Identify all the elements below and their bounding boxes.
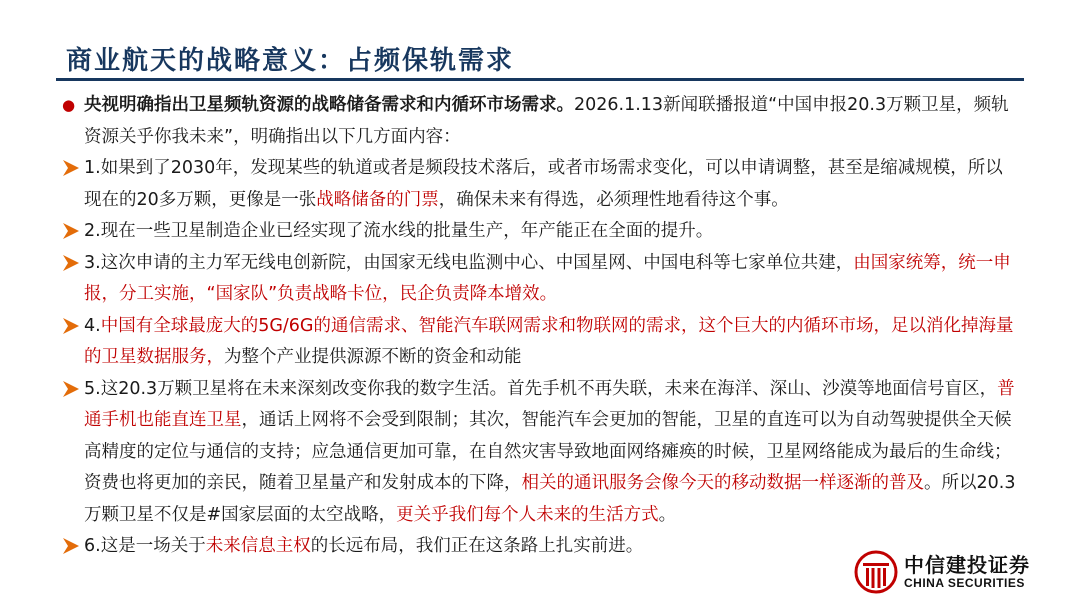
point-text: 。所以20.3万颗卫星不仅是#国家层面的太空战略， bbox=[84, 473, 1016, 525]
point-text: 的长远布局，我们正在这条路上扎实前进。 bbox=[310, 536, 644, 556]
point-highlight: 更关乎我们每个人未来的生活方式 bbox=[396, 504, 659, 525]
chevron-right-icon bbox=[60, 315, 82, 337]
point-highlight: 普通手机也能直连卫星 bbox=[84, 378, 1015, 430]
point-highlight: 相关的通讯服务会像今天的移动数据一样逐渐的普及 bbox=[521, 473, 924, 493]
point-text: ，确保未来有得选，必须理性地看待这个事。 bbox=[438, 189, 789, 210]
point-5 bbox=[56, 374, 1016, 532]
point-4 bbox=[56, 311, 1016, 374]
point-3 bbox=[56, 248, 1016, 311]
point-text: 4. bbox=[84, 315, 101, 336]
bullet-dot-icon: ● bbox=[62, 96, 76, 114]
intro-bold: 央视明确指出卫星频轨资源的战略储备需求和内循环市场需求。 bbox=[84, 95, 574, 115]
point-text: 5.这20.3万颗卫星将在未来深刻改变你我的数字生活。首先手机不再失联，未来在海洋、深山、沙漠等地面信号盲区， bbox=[84, 378, 998, 399]
chevron-right-icon bbox=[60, 220, 82, 242]
title-divider bbox=[56, 78, 1024, 81]
point-text: 1.如果到了2030年，发现某些的轨道或者是频段技术落后，或者市场需求变化，可以申请调整，甚至是缩减规模，所以现在的20多万颗，更像是一张 bbox=[84, 158, 1003, 210]
logo-en: CHINA SECURITIES bbox=[904, 576, 1025, 590]
point-highlight: 中国有全球最庞大的5G/6G的通信需求、智能汽车联网需求和物联网的需求，这个巨大的内循环市场，足以消化掉海量的卫星数据服务， bbox=[84, 315, 1014, 367]
point-highlight: 战略储备的门票 bbox=[316, 189, 439, 210]
point-text: 为整个产业提供源源不断的资金和动能 bbox=[224, 347, 522, 367]
point-text: 3.这次申请的主力军无线电创新院，由国家无线电监测中心、中国星网、中国电科等七家单位共建， bbox=[84, 252, 854, 273]
intro-paragraph bbox=[56, 90, 1016, 153]
point-highlight: 未来信息主权 bbox=[205, 536, 311, 556]
point-text: 6.这是一场关于 bbox=[84, 536, 206, 556]
chevron-right-icon bbox=[60, 378, 82, 400]
point-2 bbox=[56, 216, 1016, 248]
content-body bbox=[56, 90, 1016, 563]
point-1 bbox=[56, 153, 1016, 216]
page-title: 商业航天的战略意义：占频保轨需求 bbox=[66, 46, 515, 76]
chevron-right-icon bbox=[60, 252, 82, 274]
chevron-right-icon bbox=[60, 157, 82, 179]
china-securities-logo-icon bbox=[854, 550, 898, 594]
point-text: 2.现在一些卫星制造企业已经实现了流水线的批量生产，年产能正在全面的提升。 bbox=[84, 221, 714, 241]
point-text: 。 bbox=[658, 504, 677, 525]
intro-text: 2026.1.13新闻联播报道“中国申报20.3万颗卫星，频轨资源关乎你我未来”，明确指出以下几方面内容： bbox=[84, 95, 1009, 147]
chevron-right-icon bbox=[60, 535, 82, 557]
company-logo bbox=[854, 550, 1030, 594]
point-highlight: 由国家统筹，统一申报，分工实施，“国家队”负责战略卡位，民企负责降本增效。 bbox=[84, 252, 1011, 304]
logo-cn: 中信建投证券 bbox=[904, 553, 1030, 577]
point-text: ，通话上网将不会受到限制；其次，智能汽车会更加的智能，卫星的直连可以为自动驾驶提供全天候高精度的定位与通信的支持；应急通信更加可靠，在自然灾害导致地面网络瘫痪的时候，卫星网络能成为最后的生命线；资费也将更加的亲民，随着卫星量产和发射成本的下降， bbox=[84, 410, 1012, 493]
